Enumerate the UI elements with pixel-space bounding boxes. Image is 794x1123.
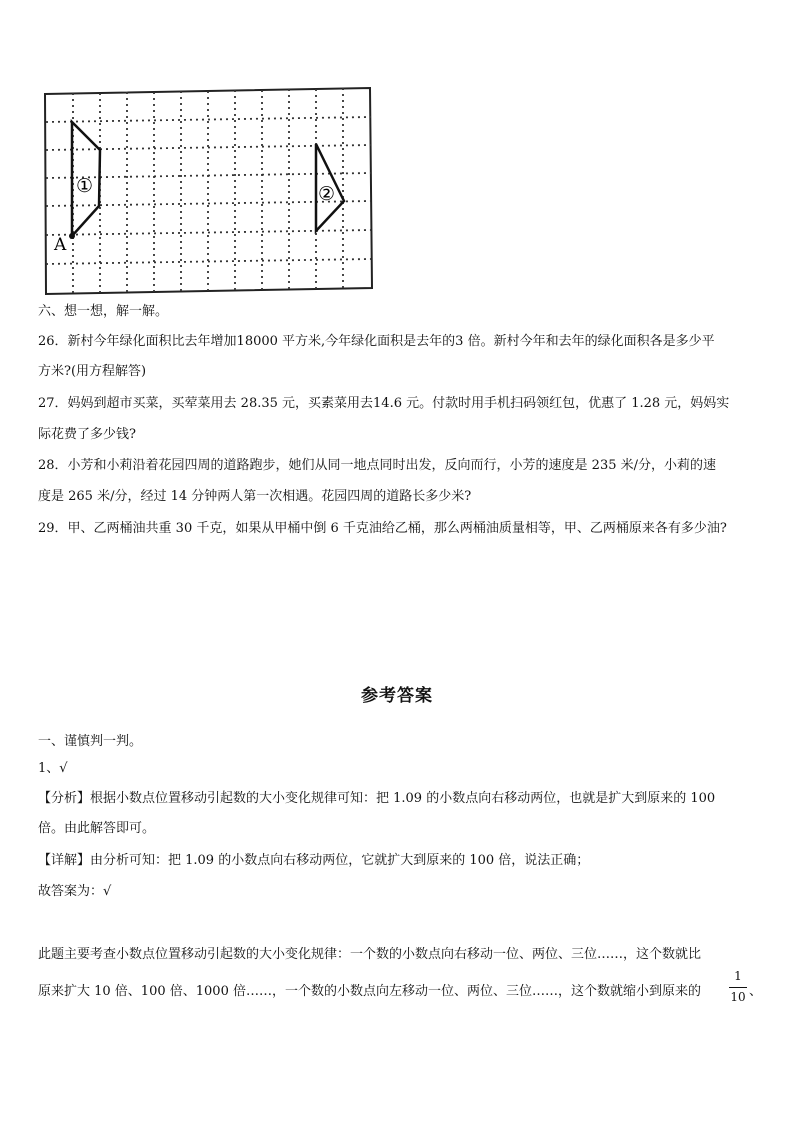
grid-figure: [0, 0, 794, 300]
note-line-1: 此题主要考查小数点位置移动引起数的大小变化规律：一个数的小数点向右移动一位、两位、三位……，这个数就比: [38, 947, 702, 962]
answers-title: 参考答案: [361, 686, 433, 706]
section-1-heading: 一、谨慎判一判。: [38, 734, 143, 749]
trailing-punctuation: 、: [749, 984, 763, 999]
question-28-line-2: 度是 265 米/分，经过 14 分钟两人第一次相遇。花园四周的道路长多少米?: [38, 489, 472, 504]
section-6-heading: 六、想一想，解一解。: [38, 304, 169, 319]
detail-line: 【详解】由分析可知：把 1.09 的小数点向右移动两位，它就扩大到原来的 100 倍，说法正确；: [38, 853, 590, 868]
final-answer: 故答案为：√: [38, 884, 112, 899]
point-a: [69, 233, 75, 239]
analysis-line-1: 【分析】根据小数点位置移动引起数的大小变化规律可知：把 1.09 的小数点向右移动两位，也就是扩大到原来的 100: [38, 791, 716, 806]
question-26-line-2: 方米?(用方程解答): [38, 364, 147, 379]
question-28-line-1: 28．小芳和小莉沿着花园四周的道路跑步，她们从同一地点同时出发，反向而行，小芳的速度是 235 米/分，小莉的速: [38, 458, 717, 473]
fraction-denominator: 10: [730, 990, 746, 1004]
question-27-line-1: 27．妈妈到超市买菜，买荤菜用去 28.35 元，买素菜用去14.6 元。付款时用手机扫码领红包，优惠了 1.28 元，妈妈实: [38, 396, 730, 411]
question-27-line-2: 际花费了多少钱?: [38, 427, 136, 442]
shape-2-label: ②: [318, 183, 336, 205]
fraction-numerator: 1: [734, 969, 742, 983]
question-29: 29．甲、乙两桶油共重 30 千克，如果从甲桶中倒 6 千克油给乙桶，那么两桶油质量相等，甲、乙两桶原来各有多少油?: [38, 521, 727, 536]
analysis-line-2: 倍。由此解答即可。: [38, 821, 156, 836]
shape-1-label: ①: [76, 175, 94, 197]
answer-1: 1、√: [38, 761, 68, 776]
fraction-bar: [729, 987, 747, 988]
question-26-line-1: 26．新村今年绿化面积比去年增加18000 平方米,今年绿化面积是去年的3 倍。新村今年和去年的绿化面积各是多少平: [38, 334, 715, 349]
point-a-label: A: [54, 235, 67, 255]
note-line-2: 原来扩大 10 倍、100 倍、1000 倍……，一个数的小数点向左移动一位、两位、三位……，这个数就缩小到原来的: [38, 984, 701, 999]
